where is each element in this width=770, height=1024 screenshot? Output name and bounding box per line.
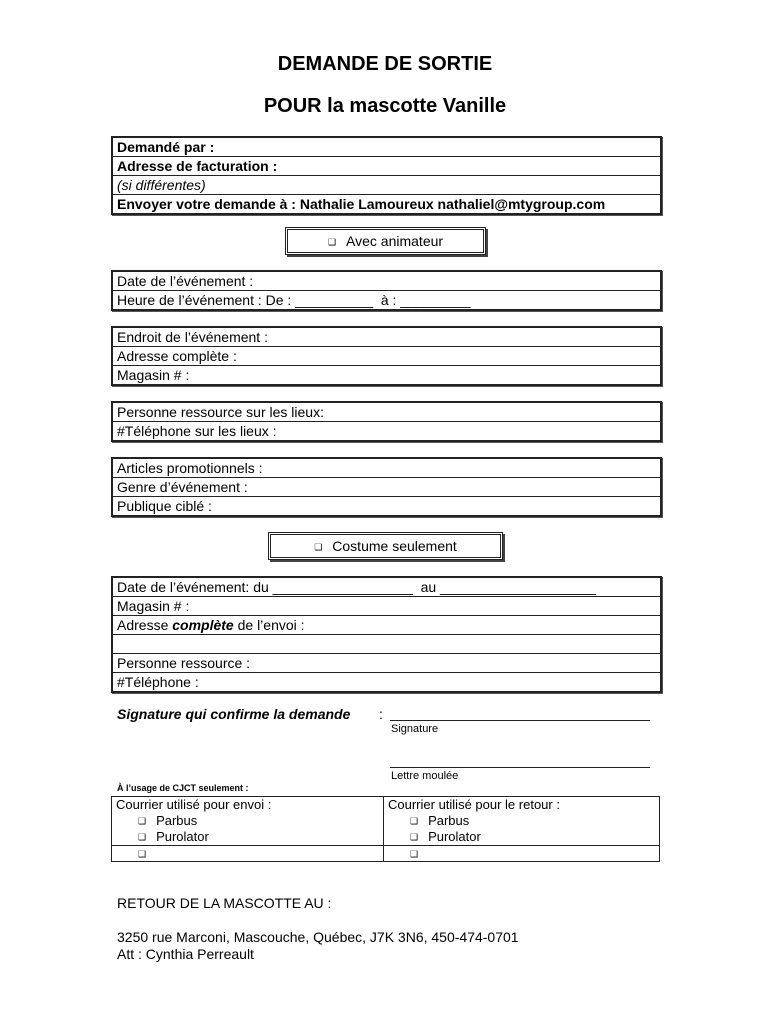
event-time-field[interactable]: Heure de l’événement : De : __________ à : _________ — [117, 292, 471, 308]
shipping-address-field[interactable] — [113, 616, 660, 635]
signature-colon: : — [379, 706, 383, 722]
store-number-field[interactable]: Magasin # : — [117, 367, 190, 383]
carrier-label: Parbus — [156, 813, 198, 828]
checkbox-icon[interactable]: ❑ — [138, 816, 147, 826]
costume-box — [111, 576, 662, 693]
return-carrier-other[interactable] — [384, 846, 659, 862]
target-audience-field[interactable]: Publique ciblé : — [117, 498, 212, 514]
send-carrier-header: Courrier utilisé pour envoi : — [116, 797, 272, 812]
event-time-box — [111, 270, 662, 311]
contact-person-field[interactable]: Personne ressource sur les lieux: — [113, 403, 660, 422]
costume-dates-field[interactable]: Date de l’événement: du __________________ au ____________________ — [113, 578, 660, 597]
checkbox-icon[interactable]: ❑ — [138, 849, 147, 859]
signature-caption: Signature — [391, 723, 439, 735]
page-title: DEMANDE DE SORTIE — [277, 53, 493, 75]
return-carrier-column — [384, 797, 659, 861]
event-place-field[interactable]: Endroit de l’événement : — [113, 328, 660, 347]
return-heading: RETOUR DE LA MASCOTTE AU : — [117, 895, 332, 911]
checkbox-icon[interactable]: ❑ — [410, 832, 419, 842]
send-carrier-column — [112, 797, 384, 861]
details-box — [111, 457, 662, 517]
cjct-heading: À l’usage de CJCT seulement : — [117, 783, 249, 793]
carrier-label: Parbus — [428, 813, 470, 828]
costume-contact-field[interactable]: Personne ressource : — [113, 654, 660, 673]
send-carrier-purolator[interactable] — [112, 829, 383, 846]
billing-address-field[interactable]: Adresse de facturation : — [113, 157, 660, 176]
promo-items-field[interactable]: Articles promotionnels : — [113, 459, 660, 478]
page-subtitle: POUR la mascotte Vanille — [263, 95, 507, 117]
send-carrier-parbus[interactable] — [112, 813, 383, 829]
printed-name-line[interactable] — [390, 767, 650, 768]
shipping-address-line[interactable] — [113, 635, 660, 654]
checkbox-icon[interactable]: ❑ — [410, 849, 419, 859]
costume-only-label: Costume seulement — [332, 538, 457, 554]
with-animator-label: Avec animateur — [346, 233, 444, 249]
checkbox-icon[interactable]: ❑ — [138, 832, 147, 842]
carrier-label: Purolator — [156, 829, 209, 844]
requester-box — [111, 136, 662, 215]
checkbox-icon[interactable]: ❑ — [410, 816, 419, 826]
carrier-label: Purolator — [428, 829, 481, 844]
event-type-field[interactable]: Genre d’événement : — [113, 478, 660, 497]
return-address: 3250 rue Marconi, Mascouche, Québec, J7K 3N6, 450-474-0701 — [117, 929, 519, 945]
signature-label: Signature qui confirme la demande — [117, 706, 351, 722]
event-date-field[interactable]: Date de l’événement : — [113, 272, 660, 291]
shipping-address-suffix: de l’envoi : — [233, 617, 305, 633]
shipping-address-emphasis: complète — [172, 617, 234, 633]
costume-only-option[interactable] — [268, 532, 503, 560]
checkbox-icon[interactable]: ❑ — [314, 542, 323, 552]
signature-line[interactable] — [390, 720, 650, 721]
shipping-address-prefix: Adresse — [117, 617, 173, 633]
send-carrier-other[interactable] — [112, 846, 383, 862]
return-carrier-header: Courrier utilisé pour le retour : — [388, 797, 560, 812]
requested-by-field[interactable]: Demandé par : — [113, 138, 660, 157]
if-different-note: (si différentes) — [113, 176, 660, 195]
send-to-text: Envoyer votre demande à : Nathalie Lamoureux nathaliel@mtygroup.com — [117, 196, 606, 212]
carrier-table — [111, 796, 660, 862]
checkbox-icon[interactable]: ❑ — [327, 237, 337, 247]
contact-box — [111, 401, 662, 442]
return-carrier-parbus[interactable] — [384, 813, 659, 829]
costume-phone-field[interactable]: #Téléphone : — [117, 674, 199, 690]
contact-phone-field[interactable]: #Téléphone sur les lieux : — [117, 423, 277, 439]
costume-store-field[interactable]: Magasin # : — [113, 597, 660, 616]
printed-name-caption: Lettre moulée — [391, 770, 459, 782]
return-attention: Att : Cynthia Perreault — [117, 946, 254, 962]
event-place-box — [111, 326, 662, 386]
return-carrier-purolator[interactable] — [384, 829, 659, 846]
event-address-field[interactable]: Adresse complète : — [113, 347, 660, 366]
with-animator-option[interactable] — [285, 227, 486, 255]
